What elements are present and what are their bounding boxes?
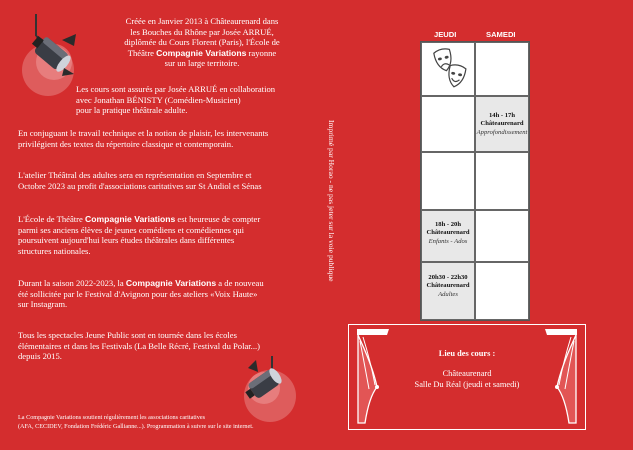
- slot-time: 20h30 - 22h30: [428, 274, 468, 281]
- theatre-masks-icon: [422, 43, 476, 97]
- schedule-cell: [475, 152, 529, 210]
- intro-paragraph: [102, 16, 302, 69]
- intro-line-4a: Théâtre: [127, 47, 157, 58]
- conjuguant-line-2: privilégient des textes du répertoire classique et contemporain.: [18, 138, 234, 149]
- spectacles-paragraph: [18, 330, 318, 362]
- saison-paragraph: [18, 278, 322, 310]
- intro-line-1: Créée en Janvier 2013 à Châteaurenard dans: [125, 16, 279, 26]
- schedule-headers: [420, 30, 532, 40]
- imprint-text: Imprimé par Horao - ne pas jeter sur la voie publique: [327, 120, 336, 282]
- footer-line-1: La Compagnie Variations soutient régulièrement les associations caritatives: [18, 414, 206, 421]
- schedule-cell: [475, 42, 529, 96]
- schedule-cell: [421, 42, 475, 96]
- atelier-paragraph: [18, 170, 318, 191]
- cours-line-1: Les cours sont assurés par Josée ARRUÉ en collaboration: [76, 84, 276, 94]
- atelier-line-2: Octobre 2023 au profit d'associations caritatives sur St Andiol et Sénas: [18, 180, 262, 191]
- schedule-grid: [420, 41, 530, 321]
- cours-line-3: pour la pratique théâtrale adulte.: [76, 105, 188, 116]
- company-name: Compagnie Variations: [85, 214, 176, 224]
- lieu-box: [348, 324, 586, 430]
- footer-line-2: (AFA, CECIDEV, Fondation Frédéric Gallianne...). Programmation à suivre sur le site internet.: [18, 422, 254, 430]
- slot-time: 14h - 17h: [488, 112, 515, 119]
- slot-time: 18h - 20h: [434, 221, 461, 228]
- schedule-cell: [421, 96, 475, 152]
- atelier-line-1: L'atelier Théâtral des adultes sera en représentation en Septembre et: [18, 170, 252, 180]
- slot-level: Approfondissement: [476, 128, 528, 136]
- company-name: Compagnie Variations: [156, 47, 247, 58]
- ecole-line-3: poursuivent aujourd'hui leurs études théâtrales dans différentes: [18, 235, 235, 246]
- lieu-title: Lieu des cours :: [438, 349, 496, 358]
- ecole-line-1c: est heureuse de compter: [175, 214, 261, 224]
- ecole-line-4: structures nationales.: [18, 245, 91, 256]
- ecole-line-1a: L'École de Théâtre: [18, 214, 86, 224]
- slot-place: Châteaurenard: [426, 282, 470, 290]
- intro-line-3: diplômée du Cours Florent (Paris), l'École de: [124, 37, 280, 48]
- schedule-cell: [475, 262, 529, 320]
- slot-level: Enfants - Ados: [428, 237, 468, 245]
- slot-jeudi-1: [421, 210, 475, 262]
- footer-note: [18, 414, 318, 431]
- spectacles-line-3: depuis 2015.: [18, 351, 62, 362]
- slot-place: Châteaurenard: [426, 229, 470, 237]
- slot-level: Adultes: [438, 290, 458, 298]
- conjuguant-paragraph: [18, 128, 318, 149]
- lieu-city: Châteaurenard: [442, 369, 492, 378]
- saison-line-1c: a de nouveau: [216, 278, 264, 288]
- intro-line-5: sur un large territoire.: [164, 58, 240, 69]
- slot-place: Châteaurenard: [480, 120, 524, 128]
- slot-samedi: [475, 96, 529, 152]
- ecole-line-2: parmi ses anciens élèves de jeunes comédiens et comédiennes qui: [18, 224, 244, 235]
- slot-jeudi-2: [421, 262, 475, 320]
- saison-line-2: été sollicitée par le Festival d'Avignon pour des ateliers «Voix Haute»: [18, 288, 258, 299]
- cours-paragraph: [76, 84, 316, 116]
- cours-line-2: avec Jonathan BÉNISTY (Comédien-Musicien): [76, 94, 241, 105]
- lieu-venue: Salle Du Réal (jeudi et samedi): [414, 380, 520, 389]
- conjuguant-line-1: En conjuguant le travail technique et la notion de plaisir, les intervenants: [18, 128, 269, 138]
- schedule-cell: [421, 152, 475, 210]
- company-name: Compagnie Variations: [125, 278, 217, 288]
- intro-line-4c: rayonne: [246, 47, 277, 58]
- ecole-paragraph: [18, 214, 318, 256]
- spectacles-line-2: élémentaires et dans les Festivals (La Belle Récré, Festival du Polar...): [18, 340, 260, 351]
- day-header-samedi: SAMEDI: [486, 30, 516, 39]
- intro-line-2: les Bouches du Rhône par Josée ARRUÉ,: [130, 26, 274, 37]
- day-header-jeudi: JEUDI: [434, 30, 457, 39]
- saison-line-1a: Durant la saison 2022-2023, la: [18, 278, 126, 288]
- schedule-cell: [475, 210, 529, 262]
- saison-line-3: sur Instagram.: [18, 299, 68, 310]
- spectacles-line-1: Tous les spectacles Jeune Public sont en tournée dans les écoles: [18, 330, 237, 340]
